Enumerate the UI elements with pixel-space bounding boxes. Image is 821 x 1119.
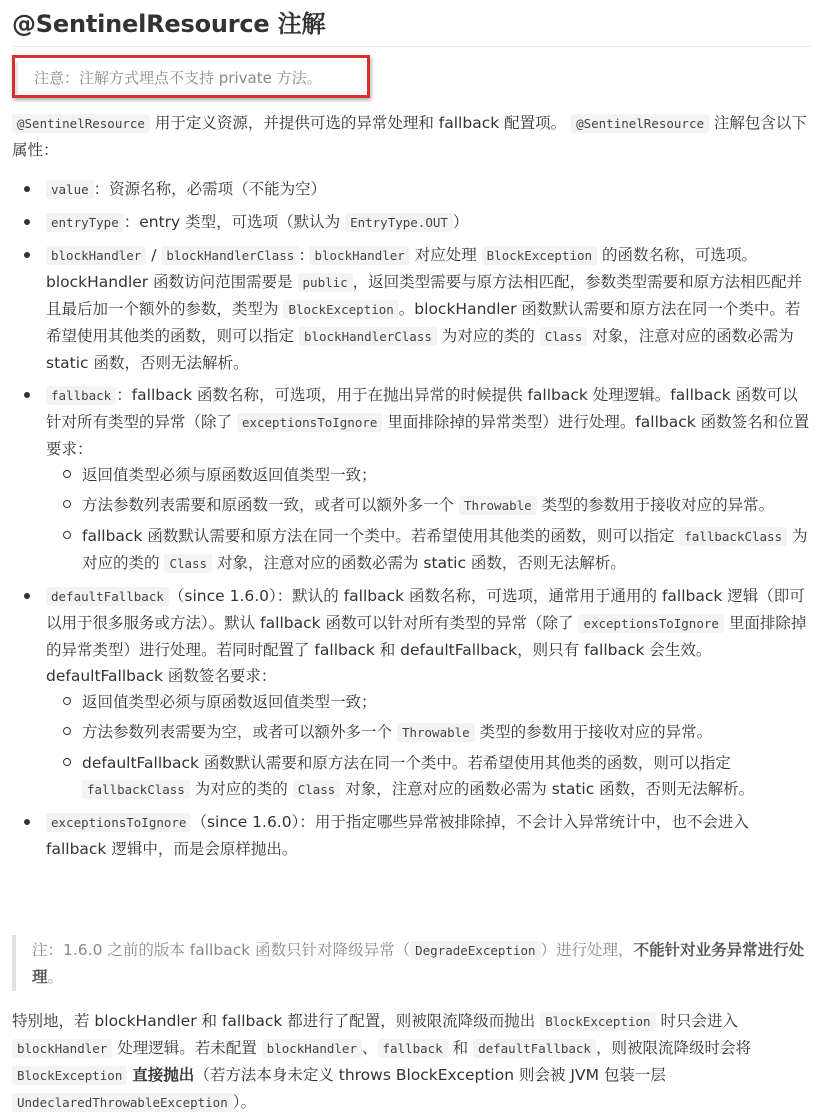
inline-code: fallback: [46, 386, 116, 405]
inline-code: BlockException: [283, 300, 398, 319]
inline-code: BlockException: [540, 1012, 655, 1031]
inline-code: exceptionsToIgnore: [578, 614, 723, 633]
inline-code: @SentinelResource: [571, 114, 709, 133]
inline-code: Throwable: [397, 723, 475, 742]
list-item-value: value ：资源名称，必需项（不能为空）: [46, 176, 811, 203]
inline-code: defaultFallback: [46, 587, 169, 606]
page-title: @SentinelResource 注解: [12, 0, 812, 47]
sub-item: 返回值类型必须与原函数返回值类型一致；: [82, 462, 811, 488]
list-item-exceptions-to-ignore: exceptionsToIgnore （since 1.6.0）：用于指定哪些异常被排除掉，不会计入异常统计中，也不会进入 fallback 逻辑中，而是会原样抛出。: [46, 809, 811, 862]
inline-code: value: [46, 180, 94, 199]
inline-code: Class: [164, 554, 212, 573]
list-item-block-handler: blockHandler / blockHandlerClass : blockHandler 对应处理 BlockException 的函数名称，可选项。blockHandler 函数访问范围需要是 public ，返回类型需要与原方法相匹配，参数类型需要和原方法相匹配并且最后加一个额外的参数，类型为 BlockException 。blockHandler 函数默认需要和原方法在同一个类中。若希望使用其他类的函数，则可以指定 blockHandlerClass 为对应的类的 Class 对象，注意对应的函数必需为 static 函数，否则无法解析。: [46, 242, 811, 376]
inline-code: BlockException: [12, 1066, 127, 1085]
inline-code: exceptionsToIgnore: [46, 813, 191, 832]
inline-code: entryType: [46, 213, 124, 232]
inline-code: blockHandler: [12, 1039, 112, 1058]
list-item-fallback: fallback ：fallback 函数名称，可选项，用于在抛出异常的时候提供 fallback 处理逻辑。fallback 函数可以针对所有类型的异常（除了 exceptionsToIgnore 里面排除掉的异常类型）进行处理。fallback 函数签名和位置要求： 返回值类型必须与原函数返回值类型一致； 方法参数列表需要和原函数一致，或者可以额外多一个 Throwable 类型的参数用于接收对应的异常。 fallback 函数默认需要和原方法在同一个类中。若希望使用其他类的函数，则可以指定 fallbackClass 为对应的类的 Class 对象，注意对应的函数必需为 static 函数，否则无法解析。: [46, 382, 811, 577]
highlight-box: [12, 55, 370, 98]
sub-item: fallback 函数默认需要和原方法在同一个类中。若希望使用其他类的函数，则可以指定 fallbackClass 为对应的类的 Class 对象，注意对应的函数必需为 static 函数，否则无法解析。: [82, 523, 811, 577]
inline-code: fallbackClass: [679, 527, 787, 546]
inline-code: blockHandlerClass: [161, 246, 299, 265]
inline-code: Class: [540, 327, 588, 346]
fallback-requirements: [46, 462, 811, 577]
sub-item: 方法参数列表需要和原函数一致，或者可以额外多一个 Throwable 类型的参数用于接收对应的异常。: [82, 492, 811, 519]
inline-code: fallback: [378, 1039, 448, 1058]
sub-item: 方法参数列表需要为空，或者可以额外多一个 Throwable 类型的参数用于接收对应的异常。: [82, 719, 811, 746]
inline-code: Class: [293, 780, 341, 799]
inline-code: UndeclaredThrowableException: [12, 1093, 233, 1112]
bold-text: 不能针对业务异常进行处理: [32, 941, 805, 986]
inline-code: EntryType.OUT: [345, 213, 453, 232]
default-fallback-requirements: [46, 689, 811, 803]
inline-code: exceptionsToIgnore: [237, 413, 382, 432]
closing-paragraph: 特别地，若 blockHandler 和 fallback 都进行了配置，则被限流降级而抛出 BlockException 时只会进入 blockHandler 处理逻辑。若未配置 blockHandler 、 fallback 和 defaultFallback ，则被限流降级时会将 BlockException 直接抛出（若方法本身未定义 throws BlockException 则会被 JVM 包装一层 UndeclaredThrowableException ）。: [12, 1012, 751, 1111]
list-item-default-fallback: defaultFallback （since 1.6.0）：默认的 fallback 函数名称，可选项，通常用于通用的 fallback 逻辑（即可以用于很多服务或方法）。默认 fallback 函数可以针对所有类型的异常（除了 exceptionsToIgnore 里面排除掉的异常类型）进行处理。若同时配置了 fallback 和 defaultFallback，则只有 fallback 会生效。defaultFallback 函数签名要求： 返回值类型必须与原函数返回值类型一致； 方法参数列表需要为空，或者可以额外多一个 Throwable 类型的参数用于接收对应的异常。 defaultFallback 函数默认需要和原方法在同一个类中。若希望使用其他类的函数，则可以指定 fallbackClass 为对应的类的 Class 对象，注意对应的函数必需为 static 函数，否则无法解析。: [46, 583, 811, 803]
bold-text: 直接抛出: [132, 1066, 195, 1084]
sub-item: 返回值类型必须与原函数返回值类型一致；: [82, 689, 811, 715]
intro-paragraph: @SentinelResource 用于定义资源，并提供可选的异常处理和 fallback 配置项。 @SentinelResource 注解包含以下属性：: [12, 114, 807, 159]
list-item-entry-type: entryType ：entry 类型，可选项（默认为 EntryType.OUT ）: [46, 209, 811, 236]
inline-code: blockHandler: [262, 1039, 362, 1058]
inline-code: Throwable: [459, 496, 537, 515]
private-method-note: 注意：注解方式埋点不支持 private 方法。: [14, 62, 369, 94]
inline-code: fallbackClass: [82, 780, 190, 799]
attribute-list: [12, 176, 811, 868]
sub-item: defaultFallback 函数默认需要和原方法在同一个类中。若希望使用其他类的函数，则可以指定 fallbackClass 为对应的类的 Class 对象，注意对应的函数必需为 static 函数，否则无法解析。: [82, 750, 811, 803]
inline-code: blockHandler: [46, 246, 146, 265]
inline-code: blockHandlerClass: [299, 327, 437, 346]
inline-code: DegradeException: [410, 941, 540, 960]
version-note: 注：1.6.0 之前的版本 fallback 函数只针对降级异常（ DegradeException ）进行处理，不能针对业务异常进行处理。: [12, 935, 810, 991]
inline-code: defaultFallback: [473, 1039, 596, 1058]
inline-code: blockHandler: [309, 246, 409, 265]
inline-code: @SentinelResource: [12, 114, 150, 133]
inline-code: BlockException: [482, 246, 597, 265]
inline-code: public: [298, 273, 353, 292]
document: [12, 0, 812, 1111]
